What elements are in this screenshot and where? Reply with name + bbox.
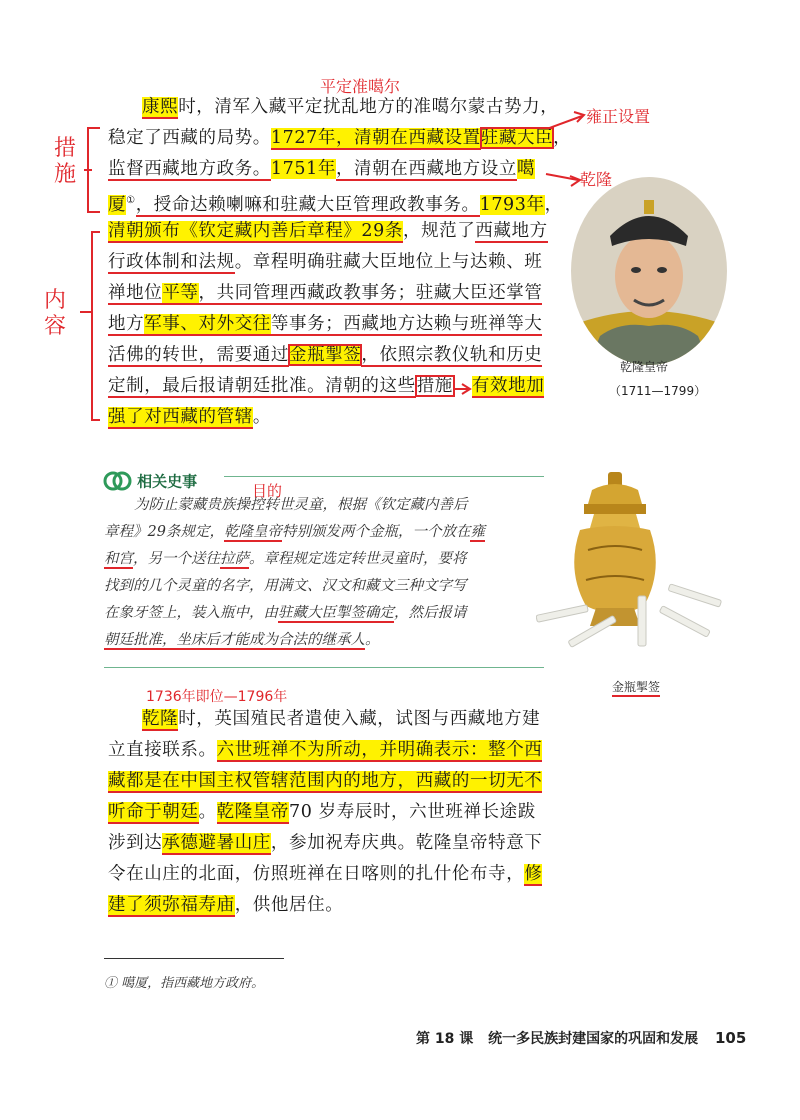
related-top-line (224, 476, 544, 477)
text-qianlong-emperor: 乾隆皇帝 (216, 802, 290, 822)
footnote-divider (104, 958, 284, 959)
story-line: ，然后报请 (394, 605, 467, 621)
text-zhuzang-dachen: 驻藏大臣 (480, 128, 554, 148)
annotation-qianlong: 乾隆 (580, 170, 613, 189)
text-xumi: 建了须弥福寿庙 (108, 895, 235, 915)
text-chengde: 承德避暑山庄 (162, 833, 271, 853)
text-line: 。 (198, 802, 217, 822)
text-1751: 1751年 (270, 159, 336, 179)
text-line: 地方 (108, 314, 145, 334)
story-line: 。 (365, 632, 380, 648)
text-banchan: 六世班禅不为所动，并明确表示：整个西 (216, 740, 543, 760)
text-line: 涉到达 (108, 833, 163, 853)
text-line: 。章程明确驻藏大臣地位上与达赖、班 (234, 252, 543, 272)
text-line: ，参加祝寿庆典。乾隆皇帝特意下 (270, 833, 543, 853)
annotation-yongzheng: 雍正设置 (586, 107, 651, 126)
footer-title: 统一多民族封建国家的巩固和发展 (488, 1031, 699, 1047)
story-yonghegong: 和宫 (104, 551, 133, 567)
text-gexia-2: 厦 (108, 194, 127, 215)
story-line: 朝廷批准，坐床后才能成为合法的继承人 (104, 632, 365, 648)
golden-urn-image (536, 470, 730, 660)
text-line: 活佛的转世，需要通过 (108, 345, 289, 365)
text-jinping-cheqian: 金瓶掣签 (289, 345, 362, 365)
text-line: ，清朝在西藏地方设立 (335, 159, 517, 179)
story-line: 为防止蒙藏贵族操控转世灵童，根据《钦定藏内善后 (134, 497, 468, 513)
page-footer (416, 1028, 746, 1048)
story-line: 特别颁发两个金瓶，一个放在 (281, 524, 471, 540)
text-line: 西藏地方 (475, 221, 548, 241)
story-line: 。章程规定选定转世灵童时，要将 (249, 551, 467, 567)
text-kangxi: 康熙 (142, 97, 179, 117)
text-line: 稳定了西藏的局势。 (108, 128, 271, 148)
annotation-purpose: 目的 (252, 482, 283, 500)
text-tingming: 听命于朝廷 (108, 802, 199, 822)
text-guanxia: 强了对西藏的管辖 (108, 407, 253, 427)
text-line: 立直接联系。 (108, 740, 217, 760)
text-line: ，共同管理西藏政教事务；驻藏大臣还掌管 (198, 283, 543, 303)
text-line: 定制，最后报请朝廷批准。清朝的这些 (108, 376, 416, 396)
text-gexia: 噶 (516, 159, 536, 179)
story-cheqian: 驻藏大臣掣签确定 (278, 605, 394, 621)
qianlong-portrait (570, 176, 728, 366)
portrait-caption-name: 乾隆皇帝 (620, 360, 669, 374)
text-line: 等事务；西藏地方达赖与班禅等大 (270, 314, 543, 334)
story-yong: 雍 (470, 524, 485, 540)
text-line: 监督西藏地方政务。 (108, 159, 271, 179)
text-banchan-2: 藏都是在中国主权管辖范围内的地方，西藏的一切无不 (108, 771, 543, 791)
story-line: 找到的几个灵童的名字，用满文、汉文和藏文三种文字写 (104, 578, 467, 594)
text-1727: 1727年，清朝在西藏设置 (270, 128, 481, 148)
text-line: 行政体制和法规 (108, 252, 235, 272)
text-line: 70 岁寿辰时，六世班禅长途跋 (289, 802, 536, 822)
text-line: 令在山庄的北面，仿照班禅在日喀则的扎什伦布寺， (108, 864, 525, 884)
text-line: ，授命达赖喇嘛和驻藏大臣管理政教事务。 (135, 194, 480, 215)
story-lasa: 拉萨 (220, 551, 249, 567)
related-history-text (104, 492, 544, 654)
text-line: 。 (252, 407, 271, 427)
footnote-marker[interactable]: ① (126, 195, 136, 206)
text-line: 时，清军入藏平定扰乱地方的准噶尔蒙古势力， (178, 97, 559, 117)
text-junshi: 军事、对外交往 (144, 314, 271, 334)
annotation-measures: 措施 (54, 136, 77, 187)
text-line: 时，英国殖民者遣使入藏，试图与西藏地方建 (178, 709, 541, 729)
story-line: 在象牙签上，装入瓶中，由 (104, 605, 278, 621)
related-title: 相关史事 (137, 472, 198, 491)
annotation-reign: 1736年即位—1796年 (146, 689, 288, 705)
story-line: 章程》29条规定， (104, 524, 224, 540)
footnote: ① 噶厦，指西藏地方政府。 (104, 976, 265, 991)
text-line: ， (544, 194, 563, 215)
story-qianlong: 乾隆皇帝 (223, 524, 282, 540)
urn-caption: 金瓶掣签 (612, 678, 660, 697)
text-line: ，规范了 (402, 221, 476, 241)
text-pingdeng: 平等 (162, 283, 199, 303)
text-line: ，依照宗教仪轨和历史 (361, 345, 543, 365)
annotation-pingding: 平定准噶尔 (320, 77, 401, 96)
main-paragraph-1 (108, 92, 572, 433)
text-zhangcheng: 清朝颁布《钦定藏内善后章程》29条 (108, 221, 403, 241)
page-number: 105 (714, 1029, 747, 1047)
main-paragraph-2 (108, 704, 548, 921)
text-line: ， (553, 128, 572, 148)
text-line: 禅地位 (108, 283, 163, 303)
text-xiu: 修 (524, 864, 543, 884)
story-line: ，另一个送往 (133, 551, 220, 567)
text-qianlong: 乾隆 (142, 709, 179, 729)
text-line: ，供他居住。 (234, 895, 344, 915)
text-youxiao: 有效地加 (471, 376, 545, 396)
footer-lesson: 第 18 课 (416, 1031, 474, 1047)
annotation-content: 内容 (44, 288, 67, 339)
portrait-caption-years: （1711—1799） (609, 384, 707, 398)
related-bottom-line (104, 667, 544, 668)
text-cuoshi: 措施 (416, 376, 453, 396)
text-1793: 1793年 (479, 194, 545, 215)
